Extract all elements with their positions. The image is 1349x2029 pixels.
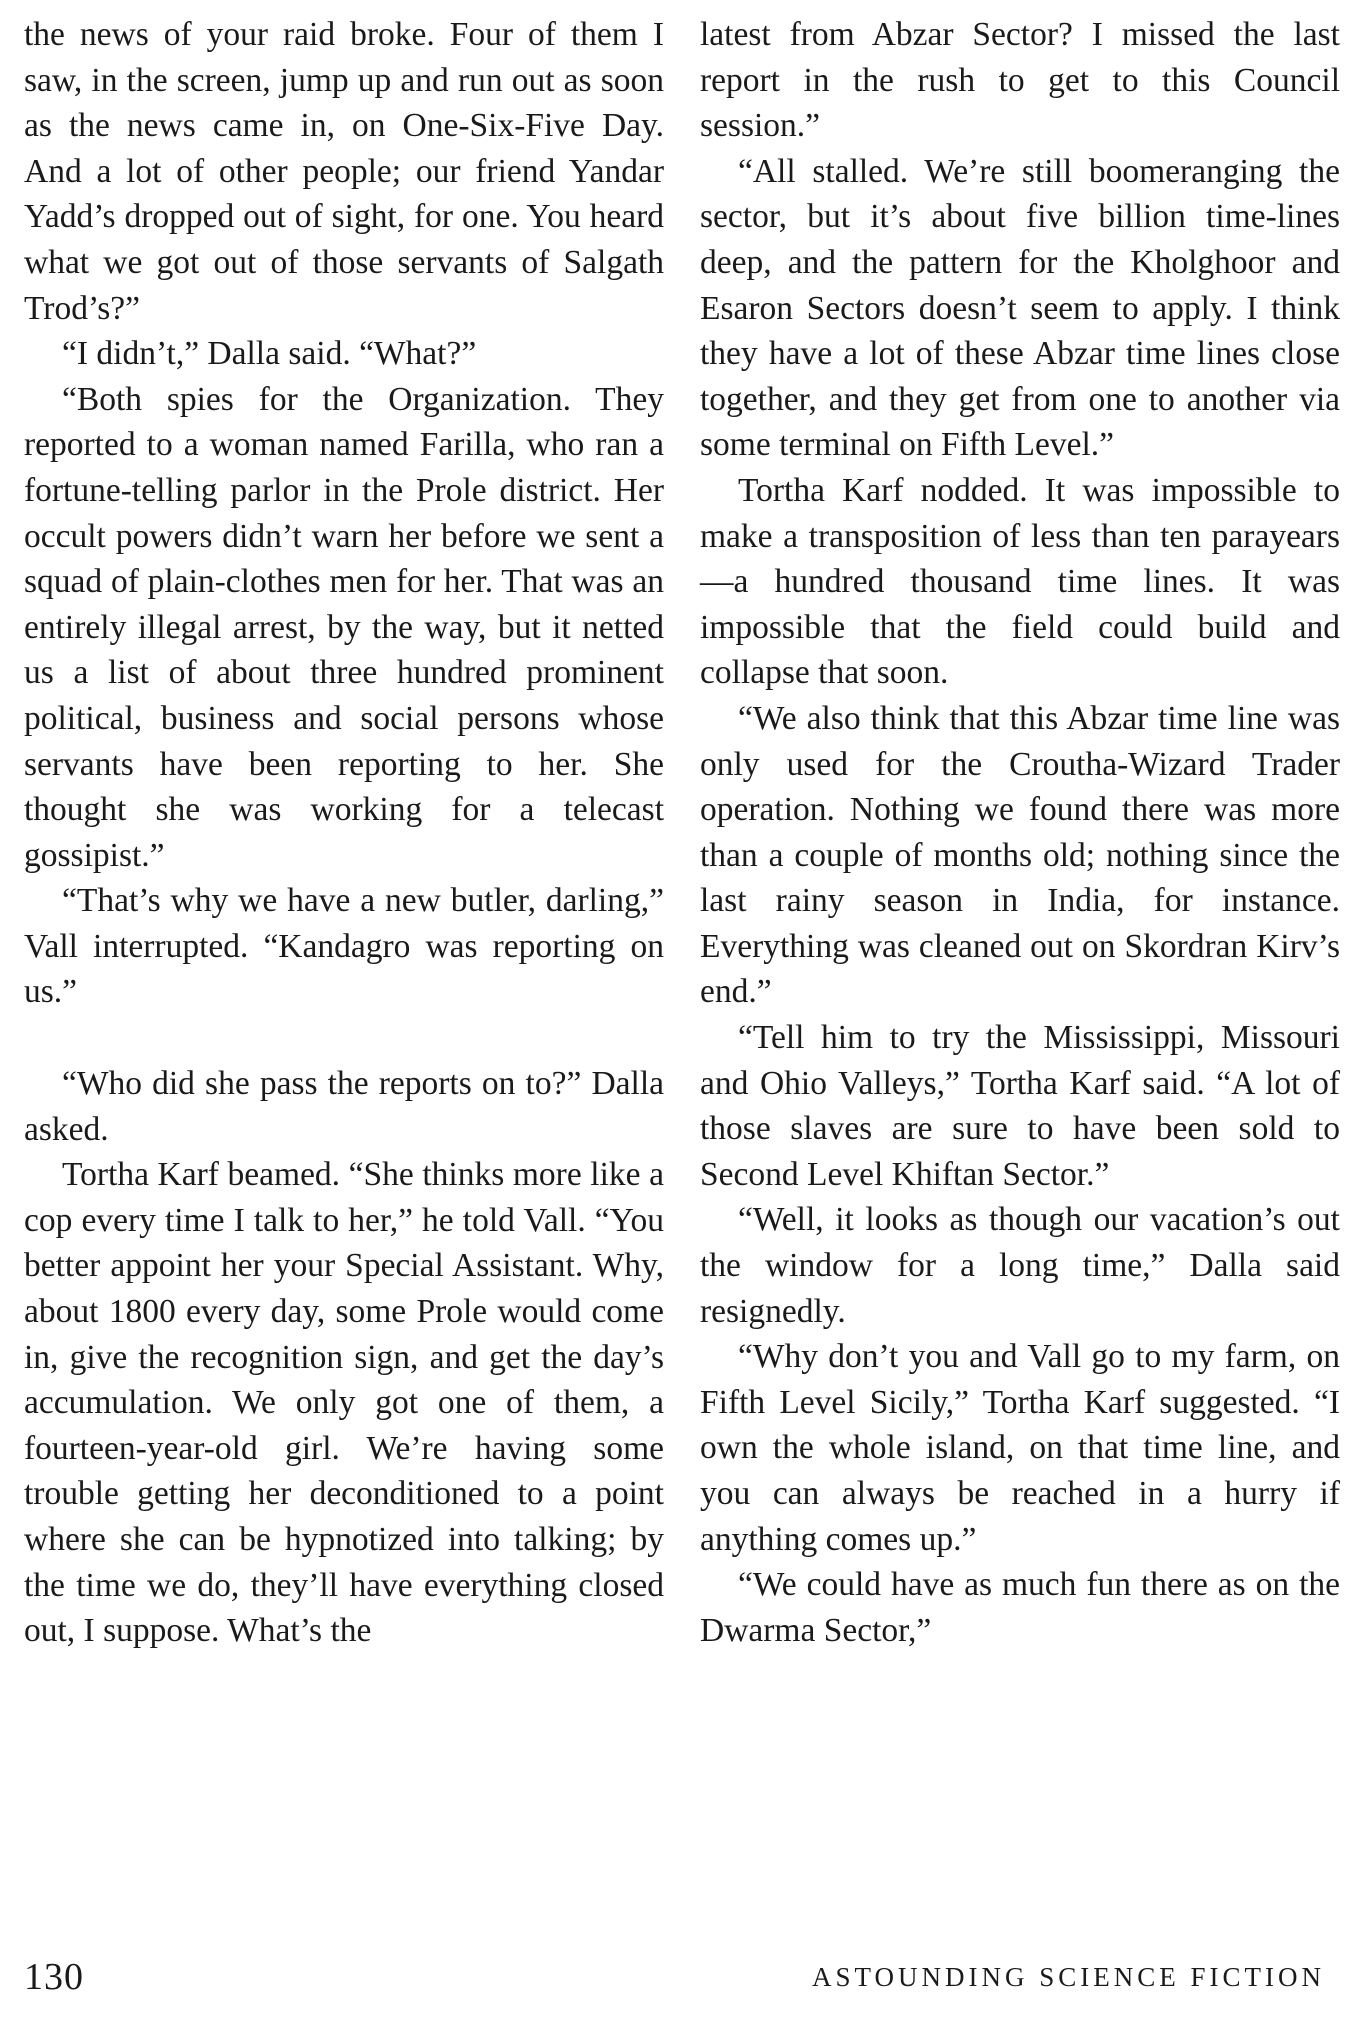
right-text-column xyxy=(700,12,1340,1653)
paragraph: Tortha Karf nodded. It was impossible to make a transposition of less than ten parayears—a hundred thousand time lines. It was impossible that the field could build and collapse that soon. xyxy=(700,471,1340,692)
paragraph: “We also think that this Abzar time line was only used for the Croutha-Wizard Trader operation. Nothing we found there was more than a couple of months old; nothing since the last rainy season in India, for instance. Everything was cleaned out on Skordran Kirv’s end.” xyxy=(700,699,1340,1011)
paragraph: “All stalled. We’re still boomeranging the sector, but it’s about five billion time-lines deep, and the pattern for the Kholghoor and Esaron Sectors doesn’t seem to apply. I think they have a lot of these Abzar time lines close together, and they get from one to another via some terminal on Fifth Level.” xyxy=(700,152,1340,464)
running-title: ASTOUNDING SCIENCE FICTION xyxy=(811,1962,1325,1992)
paragraph: “We could have as much fun there as on the Dwarma Sector,” xyxy=(700,1566,1340,1649)
paragraph: “Tell him to try the Mississippi, Missouri and Ohio Valleys,” Tortha Karf said. “A lot of those slaves are sure to have been sold to Second Level Khiftan Sector.” xyxy=(700,1019,1340,1193)
paragraph: Tortha Karf beamed. “She thinks more like a cop every time I talk to her,” he told Vall. “You better appoint her your Special Assistant. Why, about 1800 every day, some Prole would come in, give the recognition sign, and get the day’s accumulation. We only got one of them, a fourteen-year-old girl. We’re having some trouble getting her deconditioned to a point where she can be hypnotized into talking; by the time we do, they’ll have everything closed out, I suppose. What’s the xyxy=(24,1156,664,1650)
paragraph: latest from Abzar Sector? I missed the last report in the rush to get to this Council session.” xyxy=(700,16,1340,145)
paragraph: “Well, it looks as though our vacation’s out the window for a long time,” Dalla said resignedly. xyxy=(700,1201,1340,1330)
page-number: 130 xyxy=(24,1956,84,1998)
paragraph: “I didn’t,” Dalla said. “What?” xyxy=(62,335,477,373)
paragraph: “Who did she pass the reports on to?” Dalla asked. xyxy=(24,1065,664,1148)
paragraph: the news of your raid broke. Four of them I saw, in the screen, jump up and run out as soon as the news came in, on One-Six-Five Day. And a lot of other people; our friend Yandar Yadd’s dropped out of sight, for one. You heard what we got out of those servants of Salgath Trod’s?” xyxy=(24,16,664,327)
paragraph: “Both spies for the Organization. They reported to a woman named Farilla, who ran a fortune-telling parlor in the Prole district. Her occult powers didn’t warn her before we sent a squad of plain-clothes men for her. That was an entirely illegal arrest, by the way, but it netted us a list of about three hundred prominent political, business and social persons whose servants have been reporting to her. She thought she was working for a telecast gossipist.” xyxy=(24,380,664,874)
left-text-column xyxy=(24,12,664,1654)
paragraph: “That’s why we have a new butler, darling,” Vall interrupted. “Kandagro was reporting on us.” xyxy=(24,882,664,1011)
paragraph: “Why don’t you and Vall go to my farm, on Fifth Level Sicily,” Tortha Karf suggested. “I own the whole island, on that time line, and you can always be reached in a hurry if anything comes up.” xyxy=(700,1338,1340,1558)
